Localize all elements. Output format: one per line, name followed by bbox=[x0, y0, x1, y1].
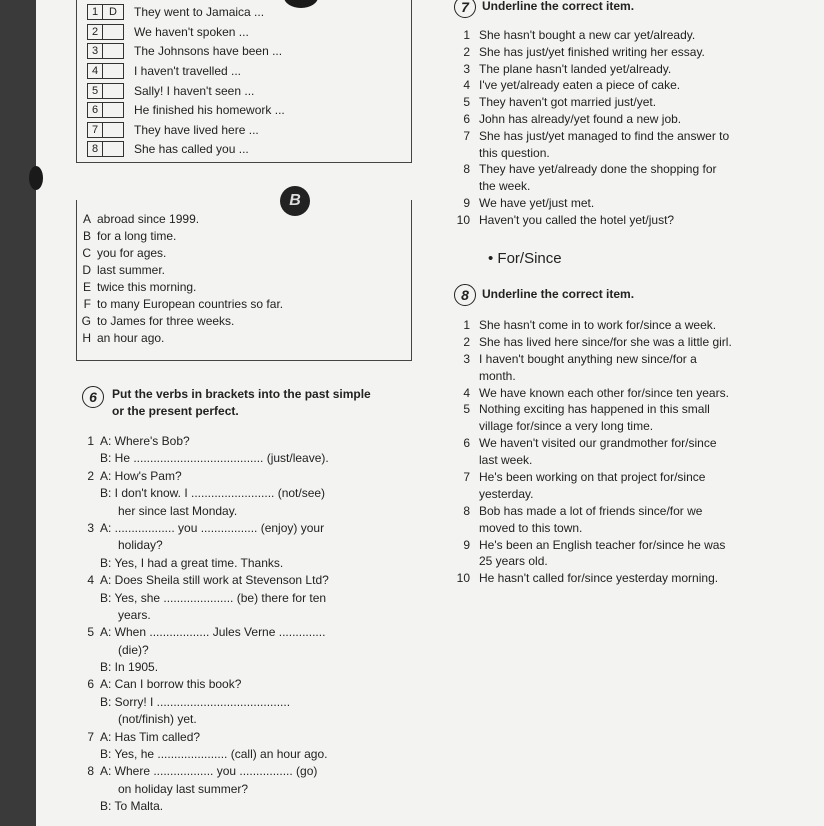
ex6-list bbox=[76, 433, 406, 816]
ex6-line: B: Yes, he ..................... (call) an hour ago. bbox=[100, 747, 328, 762]
ex8-item: moved to this town. bbox=[479, 520, 583, 535]
ex6-line: 5 A: When .................. Jules Verne .............. bbox=[87, 625, 326, 640]
ex6-title-line2: or the present perfect. bbox=[112, 404, 239, 418]
for-since-heading: • For/Since bbox=[488, 250, 562, 267]
ex8-heading bbox=[454, 284, 634, 306]
ex8-item: 2 She has lived here since/for she was a little girl. bbox=[463, 334, 732, 349]
answer-box[interactable]: D bbox=[103, 4, 124, 20]
box-a-row: 7 They have lived here ... bbox=[87, 122, 259, 139]
ex6-line: (not/finish) yet. bbox=[118, 712, 197, 727]
ex7-item: 1 She hasn't bought a new car yet/already. bbox=[463, 28, 696, 42]
ex7-item: 6 John has already/yet found a new job. bbox=[463, 111, 682, 126]
ex6-heading bbox=[82, 386, 412, 420]
ex7-list bbox=[456, 27, 750, 229]
workbook-page bbox=[36, 0, 824, 826]
ex7-item: 8 They have yet/already done the shopping for bbox=[463, 162, 717, 177]
ex8-item: 8 Bob has made a lot of friends since/for we bbox=[463, 503, 703, 518]
answer-box[interactable] bbox=[103, 102, 124, 118]
answer-box[interactable] bbox=[103, 122, 124, 138]
ex7-item: 5 They haven't got married just/yet. bbox=[463, 95, 657, 110]
ex8-item: 3 I haven't bought anything new since/for a bbox=[463, 351, 697, 366]
box-a-row: 4 I haven't travelled ... bbox=[87, 63, 241, 80]
box-b bbox=[76, 200, 412, 361]
ex7-item: 7 She has just/yet managed to find the answer to bbox=[463, 128, 730, 143]
ex8-number-icon: 8 bbox=[454, 284, 476, 306]
ex6-line: B: Yes, she ..................... (be) there for ten bbox=[100, 590, 327, 605]
ex7-title: Underline the correct item. bbox=[482, 0, 635, 14]
ex8-item: village for/since a very long time. bbox=[479, 419, 654, 434]
ex6-line: 1 A: Where's Bob? bbox=[87, 434, 190, 448]
ex8-item: 6 We haven't visited our grandmother for/since bbox=[463, 436, 717, 451]
ex8-title: Underline the correct item. bbox=[482, 287, 635, 302]
box-b-row: E twice this morning. bbox=[82, 280, 197, 294]
ex8-item: 10 He hasn't called for/since yesterday morning. bbox=[456, 571, 719, 586]
ex7-item: this question. bbox=[479, 145, 550, 160]
ex6-line: 6 A: Can I borrow this book? bbox=[87, 677, 242, 692]
ex8-item: last week. bbox=[479, 453, 533, 468]
box-b-row: H an hour ago. bbox=[82, 331, 165, 345]
ex7-number-icon: 7 bbox=[454, 0, 476, 18]
ex6-line: holiday? bbox=[118, 538, 163, 553]
ex6-number-icon: 6 bbox=[82, 386, 104, 408]
answer-box[interactable] bbox=[103, 141, 124, 157]
answer-box[interactable] bbox=[103, 43, 124, 59]
ex6-line: her since last Monday. bbox=[118, 503, 238, 518]
ex6-line: 2 A: How's Pam? bbox=[87, 468, 182, 483]
ex6-line: (die)? bbox=[118, 642, 149, 657]
ex6-title-line1: Put the verbs in brackets into the past simple bbox=[112, 387, 371, 401]
ex7-item: the week. bbox=[479, 179, 531, 194]
box-a-row: 5 Sally! I haven't seen ... bbox=[87, 83, 254, 100]
box-a-row: 8 She has called you ... bbox=[87, 141, 249, 158]
ex8-item: 7 He's been working on that project for/since bbox=[463, 470, 706, 485]
ex7-item: 2 She has just/yet finished writing her essay. bbox=[463, 44, 705, 59]
ex6-line: 7 A: Has Tim called? bbox=[87, 729, 201, 744]
ex6-line: B: He ....................................... (just/leave). bbox=[100, 451, 329, 466]
box-b-badge: B bbox=[280, 186, 310, 216]
ex7-item: 3 The plane hasn't landed yet/already. bbox=[463, 61, 672, 76]
ex7-item: 9 We have yet/just met. bbox=[463, 195, 595, 210]
box-b-row: G to James for three weeks. bbox=[81, 314, 235, 328]
ex6-line: on holiday last summer? bbox=[118, 781, 249, 796]
box-a-row: 3 The Johnsons have been ... bbox=[87, 43, 282, 60]
ex8-item: month. bbox=[479, 368, 516, 383]
ex7-heading bbox=[454, 0, 634, 18]
ex8-item: 9 He's been an English teacher for/since he was bbox=[463, 537, 726, 552]
ex8-item: 4 We have known each other for/since ten years. bbox=[463, 385, 729, 400]
box-b-row: F to many European countries so far. bbox=[83, 297, 284, 311]
box-b-row: C you for ages. bbox=[82, 246, 167, 260]
ex6-line: years. bbox=[118, 607, 151, 622]
box-a bbox=[76, 0, 412, 163]
ex8-item: yesterday. bbox=[479, 486, 534, 501]
ex8-item: 1 She hasn't come in to work for/since a week. bbox=[463, 318, 717, 332]
box-b-row: D last summer. bbox=[82, 263, 166, 277]
box-a-row: 1 D They went to Jamaica ... bbox=[87, 4, 264, 21]
ex6-line: B: In 1905. bbox=[100, 660, 159, 675]
ex6-line: 8 A: Where .................. you ................ (go) bbox=[87, 764, 318, 779]
box-b-row: A abroad since 1999. bbox=[82, 212, 200, 226]
ex6-line: B: Yes, I had a great time. Thanks. bbox=[100, 555, 284, 570]
ex6-line: 3 A: .................. you ................. (enjoy) your bbox=[87, 520, 325, 535]
ex8-list bbox=[456, 317, 750, 587]
box-a-row: 2 We haven't spoken ... bbox=[87, 24, 249, 41]
ex6-line: 4 A: Does Sheila still work at Stevenson Ltd? bbox=[87, 573, 329, 588]
answer-box[interactable] bbox=[103, 83, 124, 99]
ex7-item: 4 I've yet/already eaten a piece of cake. bbox=[463, 78, 681, 93]
answer-box[interactable] bbox=[103, 24, 124, 40]
ex8-item: 5 Nothing exciting has happened in this small bbox=[463, 402, 710, 417]
ex6-line: B: Sorry! I ........................................ bbox=[100, 694, 291, 709]
box-a-row: 6 He finished his homework ... bbox=[87, 102, 285, 119]
box-b-row: B for a long time. bbox=[82, 229, 177, 243]
ex8-item: 25 years old. bbox=[479, 554, 548, 569]
ex6-line: B: To Malta. bbox=[100, 799, 164, 814]
answer-box[interactable] bbox=[103, 63, 124, 79]
ex7-item: 10 Haven't you called the hotel yet/just? bbox=[456, 212, 675, 227]
decorative-blot bbox=[29, 166, 43, 190]
ex6-line: B: I don't know. I ......................... (not/see) bbox=[100, 486, 326, 501]
